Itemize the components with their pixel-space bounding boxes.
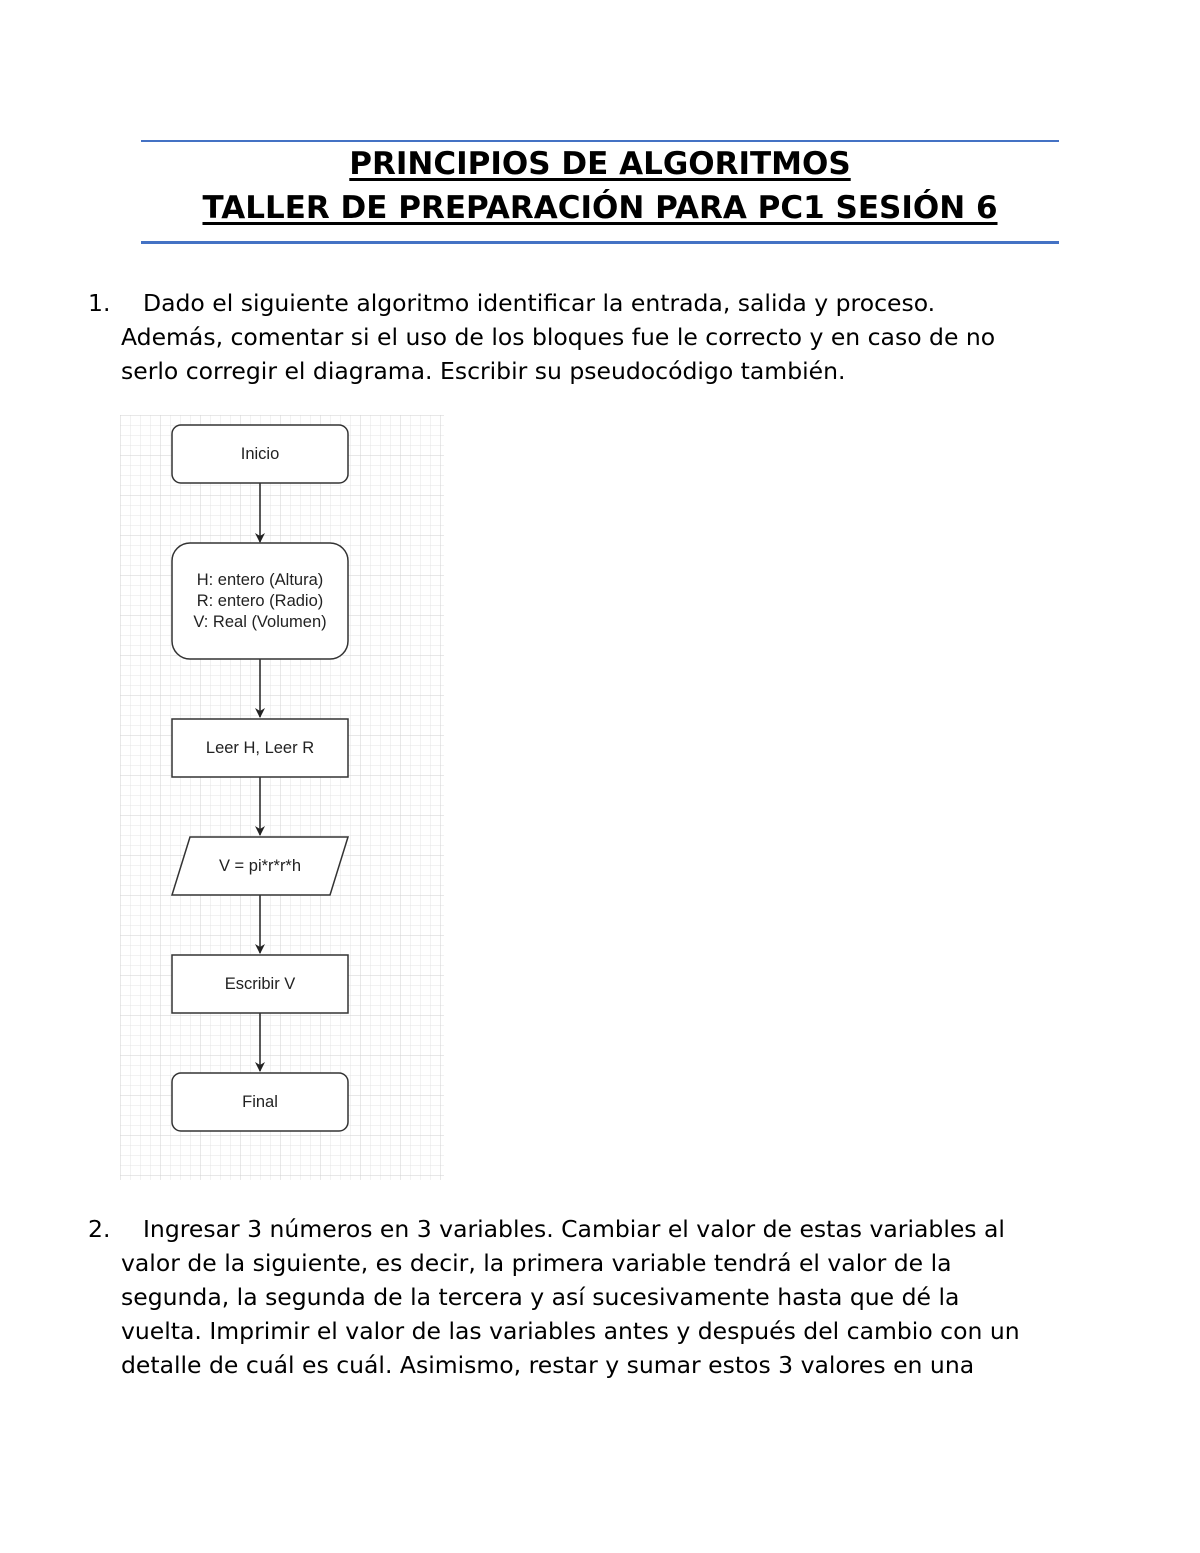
node-label: Escribir V: [224, 975, 296, 993]
question-2-line: valor de la siguiente, es decir, la primera variable tendrá el valor de la: [121, 1249, 952, 1277]
node-label: V = pi*r*r*h: [218, 857, 302, 875]
question-1-number: 1.: [88, 289, 111, 317]
question-2-line: vuelta. Imprimir el valor de las variables antes y después del cambio con un: [121, 1317, 1020, 1345]
question-1-text: [121, 286, 1081, 388]
node-label: Final: [242, 1093, 278, 1111]
node-escribir: [172, 955, 348, 1013]
node-label: H: entero (Altura): [196, 571, 324, 589]
node-calculo: [172, 837, 348, 895]
question-2-line: segunda, la segunda de la tercera y así sucesivamente hasta que dé la: [121, 1283, 960, 1311]
course-title: PRINCIPIOS DE ALGORITMOS: [349, 146, 851, 182]
title-bottom-rule: [141, 241, 1059, 244]
question-1-line: Además, comentar si el uso de los bloques fue le correcto y en caso de no: [121, 323, 996, 351]
flowchart-diagram: [120, 415, 444, 1180]
flowchart-svg: [120, 415, 444, 1180]
node-inicio: [172, 425, 348, 483]
node-label: R: entero (Radio): [196, 592, 324, 610]
node-declaraciones: [172, 543, 348, 659]
node-label: Inicio: [240, 445, 280, 463]
workshop-title: TALLER DE PREPARACIÓN PARA PC1 SESIÓN 6: [202, 190, 998, 226]
grid-background: [120, 415, 444, 1180]
question-2-line: Ingresar 3 números en 3 variables. Cambiar el valor de estas variables al: [143, 1215, 1005, 1243]
question-2-number: 2.: [88, 1215, 111, 1243]
node-final: [172, 1073, 348, 1131]
question-1-line: serlo corregir el diagrama. Escribir su pseudocódigo también.: [121, 357, 846, 385]
node-label: Leer H, Leer R: [205, 739, 315, 757]
node-leer: [172, 719, 348, 777]
question-1-line: Dado el siguiente algoritmo identificar la entrada, salida y proceso.: [143, 289, 936, 317]
question-2-line: detalle de cuál es cuál. Asimismo, restar y sumar estos 3 valores en una: [121, 1351, 975, 1379]
node-label: V: Real (Volumen): [193, 613, 327, 631]
question-2-text: [121, 1212, 1081, 1382]
title-top-rule: [141, 140, 1059, 142]
